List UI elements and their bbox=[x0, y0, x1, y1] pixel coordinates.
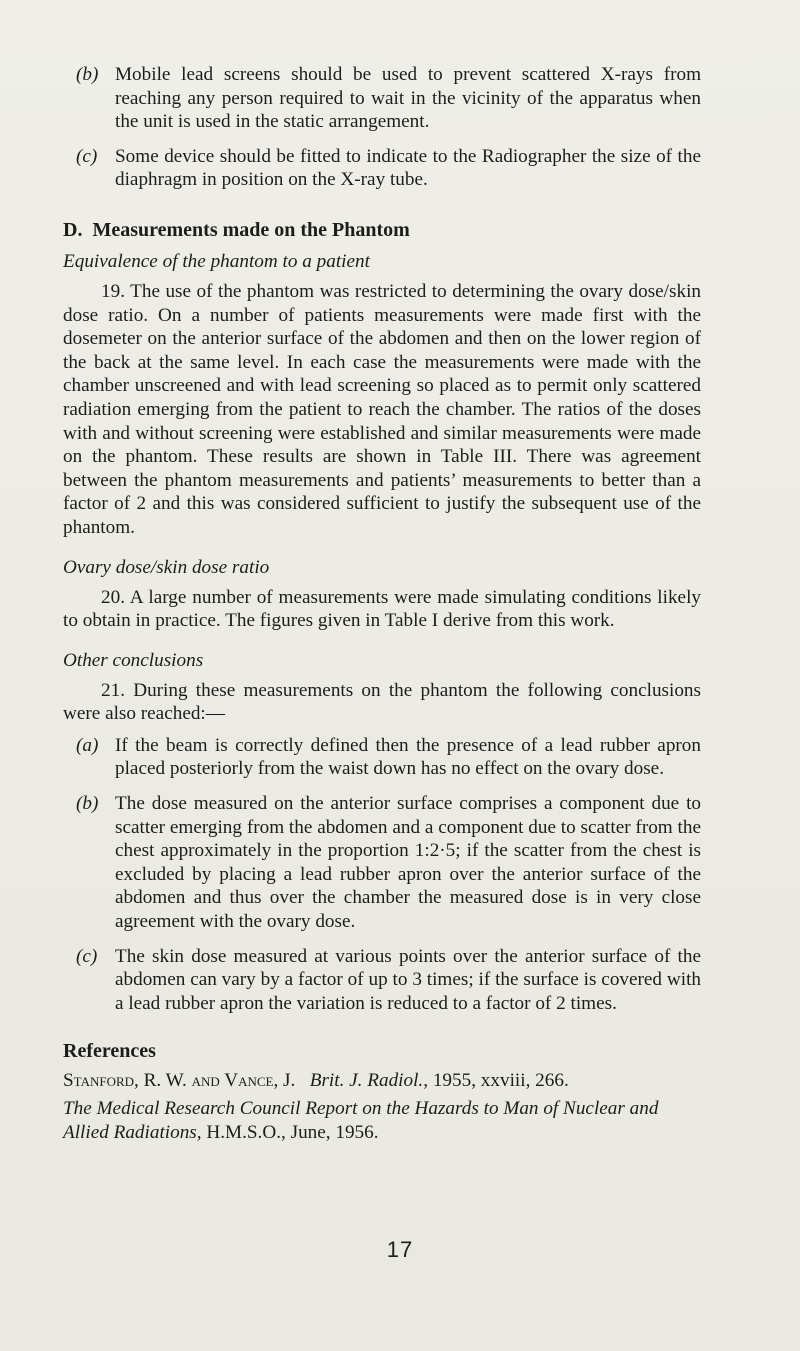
item-text: If the beam is correctly defined then the presence of a lead rubber apron placed posteriorly from the waist down has no effect on the ovary dose. bbox=[115, 734, 701, 780]
item-marker: (a) bbox=[76, 734, 99, 756]
reference-authors: Stanford, R. W. and Vance, J. bbox=[63, 1070, 296, 1092]
references-heading: References bbox=[63, 1040, 156, 1063]
recommendations-list bbox=[76, 63, 701, 192]
recommendation-item-c bbox=[76, 145, 701, 192]
subheading-equivalence: Equivalence of the phantom to a patient bbox=[63, 250, 370, 272]
paragraph-19: 19. The use of the phantom was restricted to determining the ovary dose/skin dose ratio. On a number of patients measurements were made first with the dosemeter on the anterior surface of the abdomen and then on the lower region of the back at the same level. In each case the measurements were made with the chamber unscreened and with lead screening so placed as to permit only scattered radiation emerging from the patient to reach the chamber. The ratios of the doses with and without screening were established and similar measurements were made on the phantom. These results are shown in Table III. There was agreement between the phantom measurements and patients’ measurements to better than a factor of 2 and this was considered sufficient to justify the subsequent use of the phantom. bbox=[63, 280, 701, 538]
conclusion-item-a bbox=[76, 734, 701, 781]
reference-item bbox=[63, 1097, 701, 1144]
paragraph-21: 21. During these measurements on the phantom the following conclusions were also reached:— bbox=[63, 679, 701, 725]
conclusion-item-b bbox=[76, 792, 701, 934]
item-text: The dose measured on the anterior surface comprises a component due to scatter emerging from the abdomen and a component due to scatter from the chest approximately in the proportion 1:2·5; if the scatter from the chest is excluded by placing a lead rubber apron over the anterior surface of the abdomen and thus over the chamber the measured dose is in very close agreement with the ovary dose. bbox=[115, 793, 701, 933]
conclusions-list bbox=[76, 734, 701, 1016]
reference-details: 1955, xxviii, 266. bbox=[432, 1070, 569, 1092]
item-marker: (c) bbox=[76, 145, 98, 167]
item-marker: (b) bbox=[76, 64, 99, 85]
item-marker: (c) bbox=[76, 945, 98, 967]
recommendation-item-b bbox=[76, 63, 701, 134]
item-marker: (b) bbox=[76, 793, 99, 815]
reference-title: The Medical Research Council Report on the Hazards to Man of Nuclear and Allied Radiations, bbox=[63, 1098, 659, 1143]
page-number: 17 bbox=[386, 1237, 414, 1262]
section-heading bbox=[63, 218, 701, 242]
paragraph-20: 20. A large number of measurements were made simulating conditions likely to obtain in practice. The figures given in Table I derive from this work. bbox=[63, 586, 701, 632]
reference-journal: Brit. J. Radiol., bbox=[309, 1070, 429, 1092]
item-text: Some device should be fitted to indicate to the Radiographer the size of the diaphragm in position on the X-ray tube. bbox=[115, 145, 701, 191]
reference-item bbox=[63, 1069, 701, 1093]
section-letter: D. bbox=[63, 218, 83, 241]
subheading-ovary-ratio: Ovary dose/skin dose ratio bbox=[63, 556, 270, 578]
conclusion-item-c bbox=[76, 945, 701, 1016]
subheading-other-conclusions: Other conclusions bbox=[63, 649, 204, 671]
section-title: Measurements made on the Phantom bbox=[92, 218, 410, 241]
item-text: The skin dose measured at various points over the anterior surface of the abdomen can vary by a factor of up to 3 times; if the surface is covered with a lead rubber apron the variation is reduced to a factor of 2 times. bbox=[115, 945, 701, 1014]
item-text: Mobile lead screens should be used to prevent scattered X-rays from reaching any person required to wait in the vicinity of the apparatus when the unit is used in the static arrangement. bbox=[115, 64, 701, 133]
reference-details: H.M.S.O., June, 1956. bbox=[206, 1121, 379, 1143]
page-content bbox=[63, 63, 701, 1148]
